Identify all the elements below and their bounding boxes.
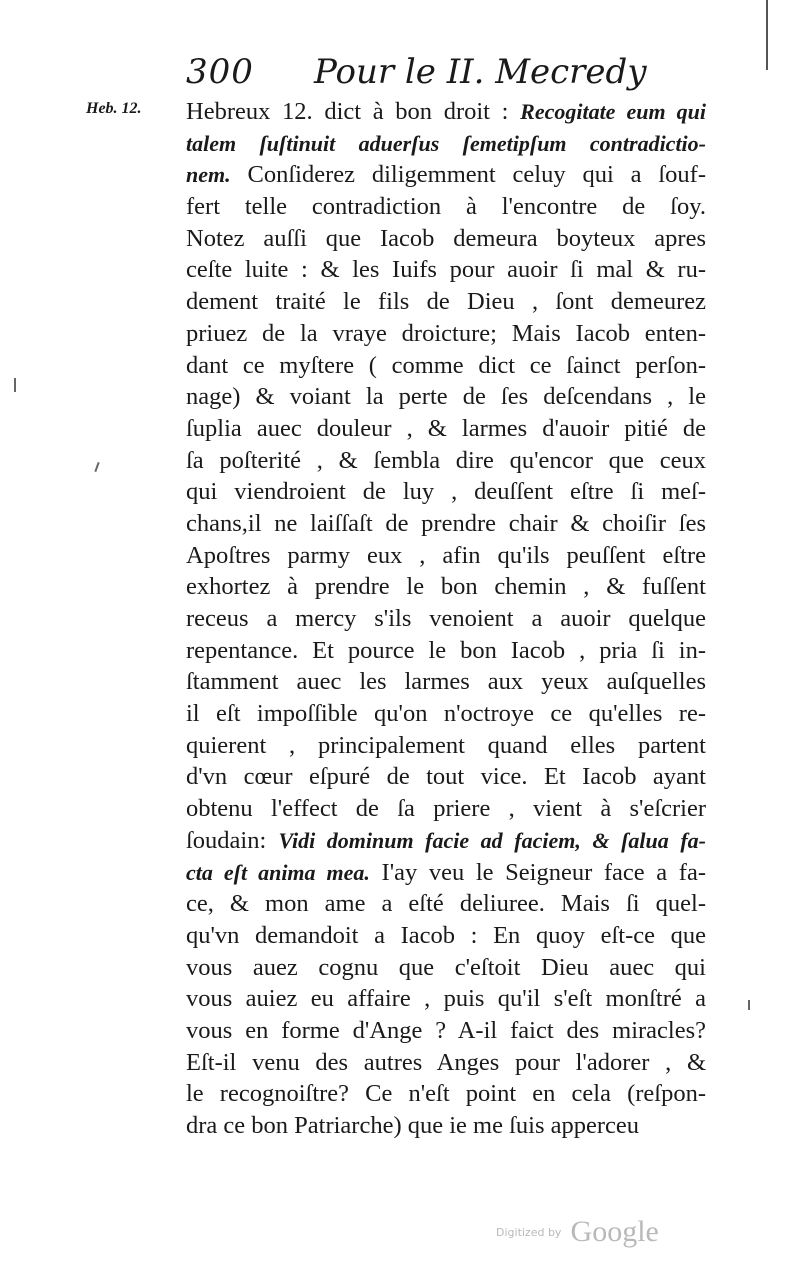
- text-line: [186, 1078, 706, 1110]
- text-run: chans,il ne laiſſaſt de prendre chair & choiſir ſes: [186, 509, 706, 537]
- text-line: [186, 350, 706, 382]
- scan-mark: [14, 378, 16, 392]
- text-line: [186, 318, 706, 350]
- scan-mark: [748, 1000, 750, 1010]
- text-run: vous en forme d'Ange ? A-il faict des miracles?: [186, 1016, 706, 1044]
- page-header: [186, 50, 706, 96]
- text-run: quierent , principalement quand elles partent: [186, 731, 706, 759]
- latin-quote: talem ſuſtinuit aduerſus ſemetipſum contradictio-: [186, 130, 706, 156]
- text-line: [186, 952, 706, 984]
- text-line: [186, 825, 706, 857]
- text-line: [186, 96, 706, 128]
- page-edge-rule: [766, 0, 768, 70]
- text-run: ſuplia auec douleur , & larmes d'auoir pitié de: [186, 414, 706, 442]
- text-line: [186, 286, 706, 318]
- text-line: [186, 381, 706, 413]
- digitized-watermark: [496, 1215, 659, 1249]
- latin-quote: Vidi dominum facie ad faciem, & ſalua fa-: [278, 827, 706, 853]
- text-run: d'vn cœur eſpuré de tout vice. Et Iacob ayant: [186, 763, 706, 791]
- text-line: [186, 413, 706, 445]
- text-line: [186, 508, 706, 540]
- page-number: 300: [186, 52, 254, 92]
- latin-quote: nem.: [186, 162, 231, 188]
- text-run: le recognoiſtre? Ce n'eſt point en cela (reſpon-: [186, 1080, 706, 1108]
- text-line: [186, 761, 706, 793]
- text-line: [186, 793, 706, 825]
- text-run: qui viendroient de luy , deuſſent eſtre ſi meſ-: [186, 478, 706, 506]
- text-run: ſoudain:: [186, 826, 279, 854]
- margin-reference: Heb. 12.: [86, 100, 142, 117]
- text-run: qu'vn demandoit a Iacob : En quoy eſt-ce que: [186, 921, 706, 949]
- text-run: I'ay veu le Seigneur face a fa-: [369, 858, 706, 886]
- text-run: ceſte luite : & les Iuifs pour auoir ſi mal & ru-: [186, 256, 706, 284]
- text-line: [186, 476, 706, 508]
- text-line: [186, 445, 706, 477]
- text-run: Notez auſſi que Iacob demeura boyteux apres: [186, 224, 706, 252]
- text-run: dant ce myſtere ( comme dict ce ſainct perſon-: [186, 351, 706, 379]
- text-line: [186, 1110, 706, 1142]
- text-run: vous auez cognu que c'eſtoit Dieu auec qui: [186, 953, 706, 981]
- text-line: [186, 888, 706, 920]
- text-run: Conſiderez diligemment celuy qui a ſouf-: [230, 161, 706, 189]
- text-line: [186, 983, 706, 1015]
- text-run: dra ce bon Patriarche) que ie me ſuis apperceu: [186, 1112, 640, 1139]
- body-text: [186, 96, 706, 1142]
- text-run: priuez de la vraye droicture; Mais Iacob enten-: [186, 319, 706, 347]
- text-line: [186, 254, 706, 286]
- latin-quote: Recogitate eum qui: [520, 99, 706, 124]
- text-run: dement traité le fils de Dieu , ſont demeurez: [186, 288, 706, 316]
- latin-quote: cta eſt anima mea.: [186, 859, 370, 885]
- text-line: [186, 128, 706, 160]
- google-logo: Google: [570, 1215, 659, 1248]
- text-line: [186, 1047, 706, 1079]
- text-line: [186, 540, 706, 572]
- text-run: obtenu l'effect de ſa priere , vient à s'eſcrier: [186, 795, 706, 823]
- text-run: exhortez à prendre le bon chemin , & fuſſent: [186, 573, 706, 601]
- text-run: ſa poſterité , & ſembla dire qu'encor que ceux: [186, 446, 706, 474]
- running-head: Pour le II. Mecredy: [314, 52, 647, 92]
- text-line: [186, 159, 706, 191]
- text-run: nage) & voiant la perte de ſes deſcendans , le: [186, 383, 706, 411]
- scan-mark: [94, 462, 99, 472]
- text-run: repentance. Et pource le bon Iacob , pria ſi in-: [186, 636, 706, 664]
- text-run: Eſt-il venu des autres Anges pour l'adorer , &: [186, 1048, 706, 1076]
- text-run: Hebreux 12. dict à bon droit :: [186, 98, 521, 125]
- text-run: fert telle contradiction à l'encontre de ſoy.: [186, 193, 706, 221]
- text-run: il eſt impoſſible qu'on n'octroye ce qu'elles re-: [186, 700, 706, 728]
- text-run: receus a mercy s'ils venoient a auoir quelque: [186, 605, 706, 632]
- text-run: Apoſtres parmy eux , afin qu'ils peuſſent eſtre: [186, 541, 706, 569]
- text-line: [186, 223, 706, 255]
- text-run: vous auiez eu affaire , puis qu'il s'eſt monſtré a: [186, 985, 706, 1013]
- text-run: ſtamment auec les larmes aux yeux auſquelles: [186, 668, 706, 696]
- text-run: ce, & mon ame a eſté deliuree. Mais ſi quel-: [186, 890, 706, 918]
- text-line: [186, 666, 706, 698]
- text-line: [186, 635, 706, 667]
- text-line: [186, 1015, 706, 1047]
- text-line: [186, 191, 706, 223]
- digitized-label: Digitized by: [496, 1225, 562, 1239]
- text-line: [186, 698, 706, 730]
- text-line: [186, 730, 706, 762]
- text-line: [186, 603, 706, 635]
- text-line: [186, 571, 706, 603]
- text-line: [186, 857, 706, 889]
- text-line: [186, 920, 706, 952]
